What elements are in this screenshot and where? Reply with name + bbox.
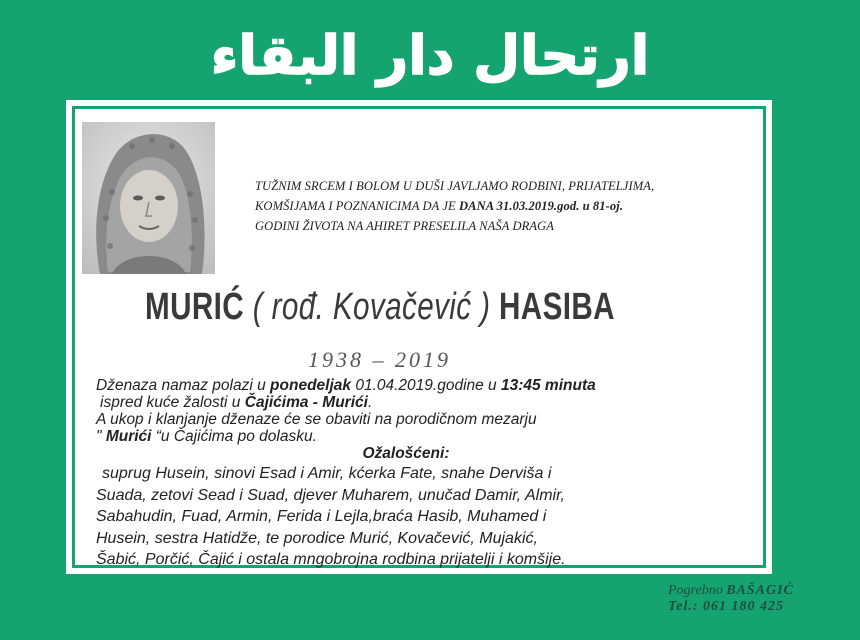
deceased-name: [145, 286, 615, 329]
funeral-home-phone: Tel.: 061 180 425: [668, 599, 785, 614]
mourners-title: [56, 445, 756, 462]
intro-line-1: TUŽNIM SRCEM I BOLOM U DUŠI JAVLJAMO RODBINI, PRIJATELJIMA,: [255, 179, 655, 193]
deceased-first-name: HASIBA: [498, 286, 615, 328]
funeral-text: .: [367, 394, 373, 411]
svg-text:ارتحال دار البقاء: ارتحال دار البقاء: [210, 24, 650, 87]
funeral-home-name: [668, 583, 794, 599]
mourners-line: Sabahudin, Fuad, Armin, Ferida i Lejla,braća Hasib, Muhamed i: [96, 508, 547, 526]
mourners-line: suprug Husein, sinovi Esad i Amir, kćerka Fate, snahe Derviša i: [102, 465, 552, 482]
arabic-calligraphy-header: [210, 8, 650, 94]
mourners-list: [96, 463, 756, 571]
funeral-line-1: [96, 377, 756, 394]
portrait-photo-drawing: [82, 122, 215, 274]
funeral-line-3: A ukop i klanjanje dženaze će se obaviti na porodičnom mezarju: [96, 411, 537, 428]
mourners-title-text: Ožalošćeni: [362, 445, 445, 462]
funeral-home-info: [668, 583, 794, 615]
mourners-line: Šabić, Porčić, Čajić i ostala mngobrojna rodbina prijatelji i komšije.: [96, 551, 566, 569]
funeral-home-company: BAŠAGIĆ: [726, 583, 794, 598]
mourners-line: Suada, zetovi Sead i Suad, djever Muharem, unučad Damir, Almir,: [96, 486, 565, 504]
burial-place: Murići: [105, 428, 152, 445]
funeral-text: Dženaza namaz polazi u: [96, 377, 271, 394]
funeral-text: ": [96, 428, 106, 445]
funeral-day: ponedeljak: [270, 377, 352, 394]
funeral-home-prefix: Pogrebno: [668, 583, 727, 598]
funeral-time: 13:45 minuta: [500, 377, 596, 394]
funeral-date: 01.04.2019.godine u: [351, 377, 501, 394]
intro-line-2a: KOMŠIJAMA I POZNANICIMA DA JE: [255, 199, 460, 213]
intro-death-date: DANA 31.03.2019.god. u 81-oj.: [459, 199, 624, 213]
funeral-details: [96, 377, 756, 571]
funeral-line-4: [96, 428, 756, 445]
funeral-text: ispred kuće žalosti u: [100, 394, 245, 411]
portrait-photo: [82, 122, 215, 274]
mourners-title-colon: :: [444, 445, 450, 462]
funeral-text: “u Čajićima po dolasku.: [151, 428, 317, 445]
life-years: 1938 – 2019: [308, 347, 451, 372]
intro-line-3: GODINI ŽIVOTA NA AHIRET PRESELILA NAŠA DRAGA: [255, 219, 554, 233]
mourners-line: Husein, sestra Hatidže, te porodice Murić, Kovačević, Mujakić,: [96, 529, 538, 547]
intro-paragraph: [255, 176, 655, 236]
deceased-surname: MURIĆ: [145, 286, 245, 328]
intro-line-2: [255, 196, 645, 216]
deceased-maiden-name: ( rođ. Kovačević ): [252, 286, 491, 328]
funeral-line-2: [96, 394, 756, 411]
funeral-location: Čajićima - Murići: [244, 394, 368, 411]
